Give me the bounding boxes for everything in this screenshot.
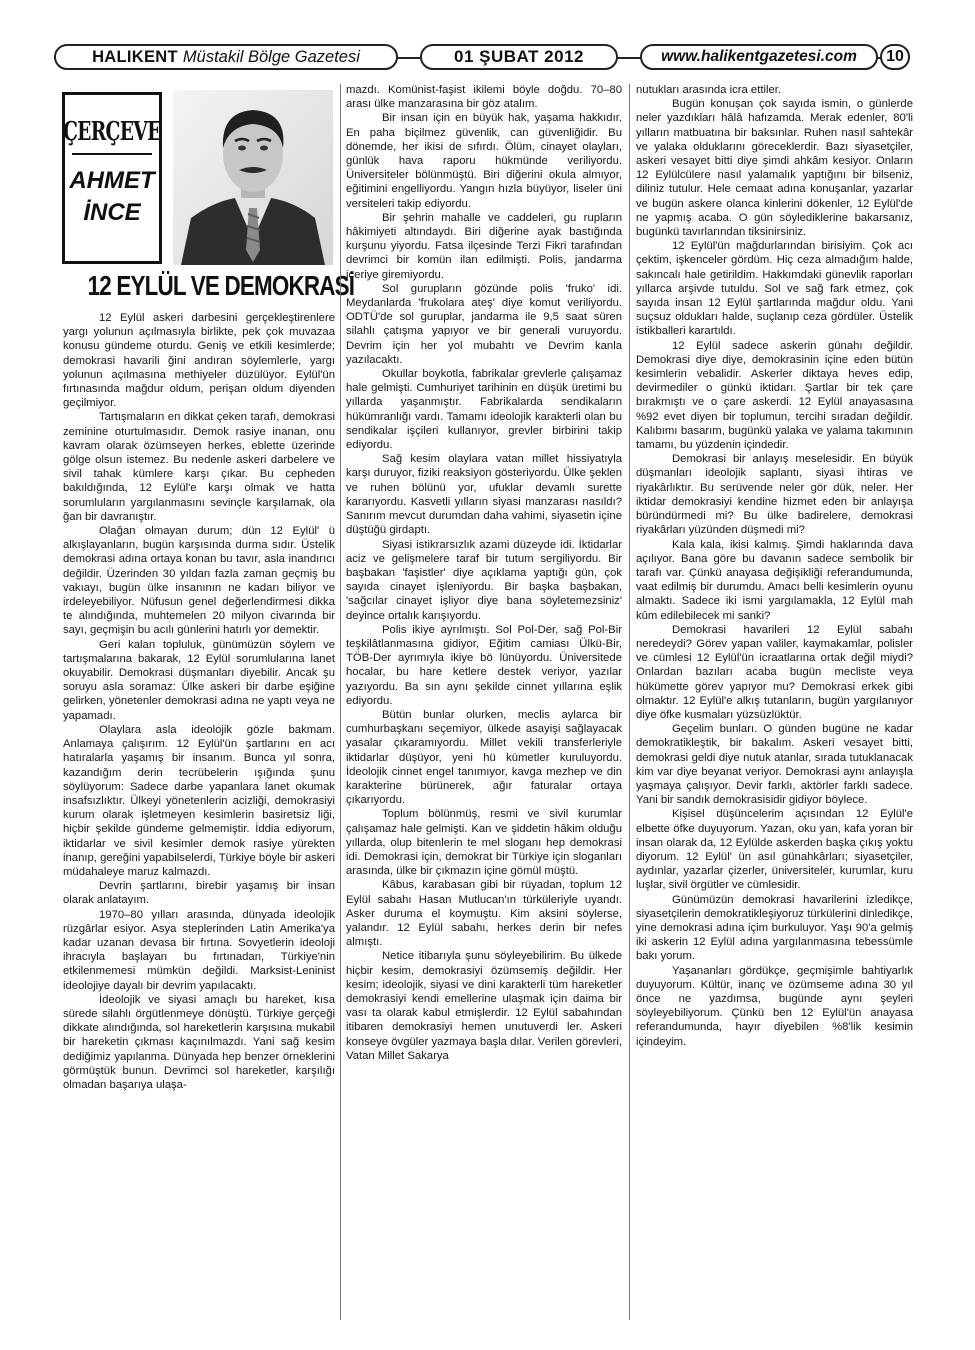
article-paragraph: Bir şehrin mahalle ve caddeleri, gu rupların hâkimiyeti altındaydı. Biri diğerine ayak bastığında kurşunu yiyordu. Fatsa ilçesinde Terzi Fikri tarafından devrimci bir komün ilan edilmişti. Polis, jandarma içeriye giremiyordu. (346, 211, 622, 281)
paper-subtitle: Müstakil Bölge Gazetesi (182, 47, 360, 66)
article-paragraph: Netice itibarıyla şunu söyleyebilirim. Bu ülkede hiçbir kesim, demokrasiyi özümsemiş değildir. Her kesim; ideolojik, siyasi ve dini karakterli tüm hareketler demokrasiyi kendi emellerine ulaşmak için daima bir vası ta olarak kabul etmişlerdir. 12 Eylül sabahından itibaren demokrasiyi hemen unutuverdi ler. Askeri konseye övgüler yazmaya başla dılar. Verilen görevleri, Vatan Millet Sakarya (346, 950, 622, 1062)
article-paragraph: Kişisel düşüncelerim açısından 12 Eylül'e elbette öfke duyuyorum. Yazan, oku yan, kafa yoran bir insan olarak da, 12 Eylülde askerden başka çıkış yoktu diyorum. 12 Eylül' ün asıl günahkârları; siyasetçiler, aydınlar, yazarlar çizerler, üniversiteler, kurumlar, kuru luşlar, sivil örgütler ve cümlesidir. (636, 808, 913, 892)
column-divider (340, 84, 341, 1320)
author-portrait (173, 90, 333, 265)
article-paragraph: Olaylara asla ideolojik gözle bakmam. Anlamaya çalışırım. 12 Eylül'ün şartlarını en acı hatıralarla yaşamış bir insanım. Bunca yıl sonra, kazandığım derin tecrübelerin ışığında şunu söylüyorum: Sadece darbe yapanlara lanet okumak insafsızlıktır. Ülkeyi yönetenlerin acizliği, demokrasiyi kurum olarak işletmeyen kesimlerin basiretsiz liği, hiçbir şekilde gündeme gelmemiştir. İddia ediyorum, iktidarlar ve sivil kesimler demok rasiye yürekten inanıp, gereğini yapabilselerdi, Türkiye böyle bir askeri müdahaleye maruz kalmazdı. (63, 723, 335, 878)
paper-name-badge (54, 44, 398, 70)
article-paragraph: 12 Eylül sadece askerin günahı değildir. Demokrasi diye diye, demokrasinin içine eden bütün kesimlerin vebalidir. Askerler diktaya heves edip, devirmediler o günkü iktidarı. Şartlar bir tek çare bırakmıştı ve o çare askerdi. 12 Eylül anayasasına %92 evet diyen bir toplumun, tercihi sıradan değildir. Kalıbımı basarım, bugünkü yalaka ve yalama takımının tamamı, bu yüzdenin içindedir. (636, 339, 913, 452)
article-paragraph: Geri kalan topluluk, günümüzün söylem ve tartışmalarına bakarak, 12 Eylül sorumlularına lanet okuyabilir. Demokrasi düşmanları diyebilir. Ancak şu soruyu asla soramaz: Ülke askeri bir darbe eşiğine gelirken, yönetenler demokrasi adına ne yaptı veya ne yapamadı. (63, 638, 335, 722)
article-paragraph: nutukları arasında icra ettiler. (636, 84, 782, 96)
article-paragraph: Bir insan için en büyük hak, yaşama hakkıdır. En paha biçilmez güvenlik, can güvenliğidir. Bu dönemde, her ikisi de sıfırdı. Ölüm, cinayet olayları, günlük hava raporu hükmünde veriliyordu. Üniversiteler bölünmüştü. Biri diğerini okula almıyor, eğitimini engelliyordu. Yangın hızla büyüyor, liseler üni versiteleri takip ediyordu. (346, 112, 622, 210)
website-link[interactable]: www.halikentgazetesi.com (640, 44, 878, 70)
page-number: 10 (880, 44, 910, 70)
article-paragraph: Toplum bölünmüş, resmi ve sivil kurumlar çalışamaz hale gelmişti. Kan ve şiddetin hâkim olduğu yıllarda, olup bitenlerin te mel sloganı hep demokrasi idi. Demokrasi için, demokrat bir Türkiye için sloganları arasında, ülke bir çıkmazın içine gömül müştü. (346, 808, 622, 878)
page-header (54, 42, 910, 74)
article-paragraph: Sol gurupların gözünde polis 'fruko' idi. Meydanlarda 'frukolara ateş' diye komut veriliyordu. ODTÜ'de sol guruplar, jandarma ile 9,5 saat süren silahlı çatışma yapıyor ve bir generali vuruyordu. Devrim için her yol mubahtı ve Devrim kanla yazılacaktı. (346, 282, 622, 366)
issue-date: 01 ŞUBAT 2012 (420, 44, 618, 70)
column-kicker: ÇERÇEVE (63, 117, 161, 147)
paper-name: HALIKENT (92, 47, 178, 66)
article-paragraph: Okullar boykotla, fabrikalar grevlerle çalışamaz hale gelmişti. Cumhuriyet tarihinin en düşük üretimi bu yıllarda yaşanmıştır. Fabrikalarda sendikaların hükümranlığı vardı. Tamamı ideolojik karakterli olan bu sendikalar işçileri kullanıyor, grevler birbirini takip ediyordu. (346, 368, 622, 452)
author-name (69, 165, 154, 229)
column-title-box (62, 92, 162, 264)
author-first-name: AHMET (69, 167, 155, 194)
author-last-name: İNCE (83, 199, 141, 226)
article-paragraph: 12 Eylül askeri darbesini gerçekleştirenlere yargı yolunun açılmasıyla birlikte, pek çok muvazaa konusu gündeme oturdu. Geniş ve etkili kesimlerde; demokrasi havarili ğini andıran söylemlerle, yargı yolunun açılmasına methiyeler düzülüyor. Eylül'ün fırtınasında mağdur oldum, perişan oldum diyenden geçilmiyor. (63, 312, 335, 410)
column-divider (629, 84, 630, 1320)
article-paragraph: Günümüzün demokrasi havarilerini izledikçe, siyasetçilerin demokratikleşiyoruz türkülerini dinledikçe, yine demokrasi adına içim burkuluyor. Yaşı 90'a gelmiş iki askerin 12 Eylül adına yargılanmasına tebessümle bakı yorum. (636, 893, 913, 963)
article-paragraph: 12 Eylül'ün mağdurlarından birisiyim. Çok acı çektim, işkenceler gördüm. Hiç ceza almadığım halde, sakıncalı hale getirildim. Hakkımdaki günevlik raporları yıllarca arşivde tutuldu. Sol ve sağ fark etmez, çok sayıda insan 12 Eylül şartlarında mağdur oldu. Yani suçsuz oldukları halde, suçlanıp ceza gördüler. Üstelik istikballeri karartıldı. (636, 240, 913, 338)
article-paragraph: Demokrasi havarileri 12 Eylül sabahı neredeydi? Görev yapan valiler, kaymakamlar, polisler ve cümlesi 12 Eylül'ün icraatlarına ortak değil miydi? Onlardan bazıları acaba bugün mecliste veya hükümette görev yapıyor mu? Demokrasi erkek gibi olmaktır. 12 Eylül'e alkış tutanların, bugün yargılanıyor diye öfke kusmaları yüzsüzlüktür. (636, 623, 913, 721)
article-paragraph: Sağ kesim olaylara vatan millet hissiyatıyla karşı duruyor, fiziki reaksiyon gösteriyordu. Ülke şeklen ve ruhen bölünü yor, ufuklar devamlı surette kararıyordu. Kasvetli yılların siyasi manzarası nasıldı? Sanırım mevcut durumdan daha vahimi, siyasetin içine düştüğü girdaptı. (346, 453, 622, 537)
article-column-1 (63, 311, 335, 1092)
column-box-rule (72, 153, 152, 155)
article-paragraph: Tartışmaların en dikkat çeken tarafı, demokrasi zeminine oturtulmasıdır. Demok rasiye inanan, onu kavram olarak özümseyen herkes, eblette üzerinde gölge olsun istemez. Bu nedenle askeri darbelere ve sivil tahak kümlere karşı çıkar. Bu cepheden bakıldığında, 12 Eylül'e karşı olmak ve hatta sorumluların yargılanmasını sevinçle karşılamak, ola ğan bir davranıştır. (63, 411, 335, 523)
article-paragraph: Devrin şartlarını, birebir yaşamış bir insan olarak anlatayım. (63, 880, 335, 907)
article-paragraph: mazdı. Komünist-faşist ikilemi böyle doğdu. 70–80 arası ülke manzarasına bir göz atalım. (346, 84, 622, 111)
article-paragraph: Yaşananları gördükçe, geçmişimle bahtiyarlık duyuyorum. Kültür, inanç ve özümseme adına 30 yıl önce ne yazdımsa, bugünde aynı şeyleri söyleyebiliyorum. Çünkü ben 12 Eylül'ün anayasa referandumunda, hayır diyebilen %8'lik kesimin içindeyim. (636, 964, 913, 1048)
article-paragraph: Bütün bunlar olurken, meclis aylarca bir cumhurbaşkanı seçemiyor, ülkede asayişi sağlayacak yasalar çıkaramıyordu. Millet vekili transferleriyle iktidarlar düşüyor, yeni hü kümetler kuruluyordu. İdeolojik cinnet engel tanımıyor, kavga mezhep ve din karakterine bürünerek, ağır faturalar ortaya çıkarıyordu. (346, 708, 622, 807)
article-column-3 (636, 83, 913, 1049)
article-paragraph: Kâbus, karabasan gibi bir rüyadan, toplum 12 Eylül sabahı Hasan Mutlucan'ın türküleriyle uyandı. Asker duruma el koymuştu. Kim aksini söylerse, yalandır. 12 Eylül sabahı, herkes derin bir nefes almıştı. (346, 879, 622, 949)
article-paragraph: İdeolojik ve siyasi amaçlı bu hareket, kısa sürede silahlı örgütlenmeye dönüştü. Türkiye gerçeği dikkate alındığında, sol hareketlerin karşısına mukabil bir hareketin çıkması kaçınılmazdı. Yani sağ kesim dediğimiz yapılanma. Dünyada hep benzer örneklerini görmüştük bunun. Devrimci sol hareketler, karşılığı olmadan başarıya ulaşa- (63, 993, 335, 1091)
article-paragraph: Kala kala, ikisi kalmış. Şimdi haklarında dava açılıyor. Bana göre bu davanın sadece sembolik bir tarafı var. Çünkü anayasa değişikliği referandumunda, vaat edilmiş bir durumdu. Amacı belli kesimlerin oyunu almaktı. Sadece iki ismi yargılamakla, 12 Eylül mah kûm edilebilecek mi sanki? (636, 538, 913, 622)
article-paragraph: Demokrasi bir anlayış meselesidir. En büyük düşmanları ideolojik saplantı, siyasi ihtiras ve riyakârlıktır. Bu serüvende neler gör dük, neler. Her iktidar demokrasiyi kendine hizmet eden bir anlayışa büründürmedi mi? Bu ülke badirelere, demokrasi riyakârları yüzünden düşmedi mi? (636, 453, 913, 537)
article-paragraph: Olağan olmayan durum; dün 12 Eylül' ü alkışlayanların, bugün karşısında durma sıdır. Üstelik demokrasi adına ortaya konan bu tavır, asla inandırıcı değildir. Üzerinden 30 yıldan fazla zaman geçmiş bu vakıayı, bugün ülke insanının ne kadarı biliyor ve irdeleyebiliyor. Nüfusun genel değerlendirmesi dikka te alındığında, muhtemelen 20 milyon civarında bir sayı, geçmişin bu acılı günlerini hatırlı yor demektir. (63, 525, 335, 637)
article-paragraph: Siyasi istikrarsızlık azami düzeyde idi. İktidarlar aciz ve gelişmelere taraf bir tutum sergiliyordu. Bir başbakan 'faşistler' diye açıklama yaptığı gün, çok sayıda cinayet işleniyordu. Bir başka başbakan, 'sağcılar cinayet işliyor diye bana söyletemezsiniz' deyince ortalık karışıyordu. (346, 538, 622, 622)
author-photo (173, 90, 333, 265)
article-paragraph: Polis ikiye ayrılmıştı. Sol Pol-Der, sağ Pol-Bir teşkilâtlanmasına gidiyor, Eğitim camiası Ülkü-Bir, TÖB-Der ayrımıyla ikiye bö lünüyordu. Üniversitede hocalar, bu hare ketlere destek veriyor, yazılar yazıyordu. Ba sın aynı şekilde cinnet yıllarına eşlik ediyordu. (346, 623, 622, 707)
article-paragraph: 1970–80 yılları arasında, dünyada ideolojik rüzgârlar esiyor. Asya steplerinden Latin Amerika'ya kadar uzanan devasa bir fırtına. Sovyetlerin ideoloji ihracıyla başlayan bu fırtınadan, Türkiye'nin etkilenmemesi mümkün değildi. Marksist-Leninist ideolojiye dayalı bir devrim yapılacaktı. (63, 908, 335, 992)
article-paragraph: Geçelim bunları. O günden bugüne ne kadar demokratikleştik, bir bakalım. Askeri vesayet bitti, demokrasi geldi diye nutuk atanlar, sırada tutuklanacak kim var diye beyanat veriyor. Demokrasi aynı anlayışla yaşmaya çalışıyor. Devir farklı, aktörler farklı sadece. Yani bir sandık demokrasisidir gidiyor böylece. (636, 723, 913, 807)
article-paragraph: Bugün konuşan çok sayıda ismin, o günlerde neler yazdıkları hâlâ hafızamda. Merak edenler, 80'li yılların matbuatına bir baksınlar. Ruhen nasıl sahtekâr ve yalaka olduklarını göreceklerdir. Bazı siyasetçiler, askeri vesayet bitti diye şimdi ahkâm kesiyor. Onların 12 Eylülcülere nasıl yalamalık yaptığını bir bilseniz, diliniz tutulur. Hele cemaat adına konuşanlar, yazarlar ve bugün askere olanca kinlerini dökenler, 12 Eylül'de ne yapmış acaba. O gün söylediklerine bakarsanız, bugünkü tavırlarından tiksinirsiniz. (636, 98, 913, 239)
article-headline: 12 EYLÜL VE DEMOKRASİ (87, 270, 355, 301)
article-column-2 (346, 83, 622, 1063)
